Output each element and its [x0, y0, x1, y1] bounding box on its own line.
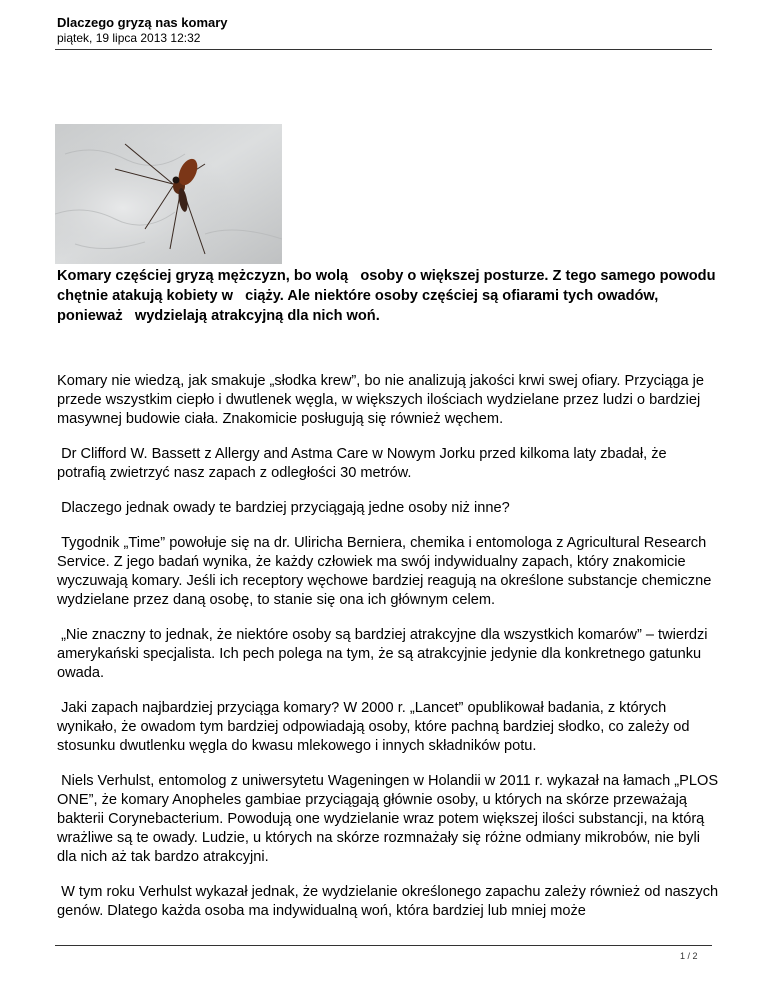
paragraph: Tygodnik „Time” powołuje się na dr. Uliricha Berniera, chemika i entomologa z Agricultural Research Service. Z jego badań wynika, że każdy człowiek ma swój indywidualny zapach, który znakomicie wyczuwają komary. Jeśli ich receptory węchowe bardziej reagują na określone substancje chemiczne wydzielane przez daną osobę, to stanie się ona ich głównym celem.: [57, 535, 716, 608]
article-date: piątek, 19 lipca 2013 12:32: [57, 31, 201, 45]
article-lead: Komary częściej gryzą mężczyzn, bo wolą osoby o większej posturze. Z tego samego powodu chętnie atakują kobiety w ciąży. Ale niektóre osoby częściej są ofiarami tych owadów, ponieważ wydzielają atrakcyjną dla nich woń.: [57, 268, 720, 324]
header-divider: [55, 49, 712, 50]
paragraph: Komary nie wiedzą, jak smakuje „słodka krew”, bo nie analizują jakości krwi swej ofiary. Przyciąga je przede wszystkim ciepło i dwutlenek węgla, w większych ilościach wydzielane przez ludzi o bardziej masywnej budowie ciała. Znakomicie posługują się również węchem.: [57, 373, 709, 427]
paragraph: W tym roku Verhulst wykazał jednak, że wydzielanie określonego zapachu zależy również od naszych genów. Dlatego każda osoba ma indywidualną woń, która bardziej lub mniej może: [57, 884, 723, 919]
page-number: 1 / 2: [680, 951, 698, 961]
paragraph: Jaki zapach najbardziej przyciąga komary? W 2000 r. „Lancet” opublikował badania, z których wynikało, że owadom tym bardziej odpowiadają osoby, które pachną bardziej słodko, co zależy od stosunku dwutlenku węgla do kwasu mlekowego i innych składników potu.: [57, 700, 694, 754]
mosquito-photo: [55, 124, 282, 264]
footer-divider: [55, 945, 712, 946]
paragraph: Dlaczego jednak owady te bardziej przyciągają jedne osoby niż inne?: [57, 500, 510, 516]
paragraph: Niels Verhulst, entomolog z uniwersytetu Wageningen w Holandii w 2011 r. wykazał na łamach „PLOS ONE”, że komary Anopheles gambiae przyciągają głównie osoby, u których na skórze przeważają bakterii Corynebacterium. Powodują one wydzielanie wraz potem większej ilości substancji, na którą wrażliwe są te owady. Ludzie, u których na skórze rozmnażały się różne odmiany mikrobów, nie byli dla nich aż tak bardzo atrakcyjni.: [57, 773, 723, 865]
paragraph: Dr Clifford W. Bassett z Allergy and Astma Care w Nowym Jorku przed kilkoma laty zbadał, że potrafią zwietrzyć nasz zapach z odległości 30 metrów.: [57, 446, 671, 481]
paragraph: „Nie znaczny to jednak, że niektóre osoby są bardziej atrakcyjne dla wszystkich komarów” – twierdzi amerykański specjalista. Ich pech polega na tym, że są atrakcyjnie jedynie dla konkretnego gatunku owada.: [57, 627, 712, 681]
article-title: Dlaczego gryzą nas komary: [57, 15, 228, 30]
article-body: [57, 372, 723, 937]
